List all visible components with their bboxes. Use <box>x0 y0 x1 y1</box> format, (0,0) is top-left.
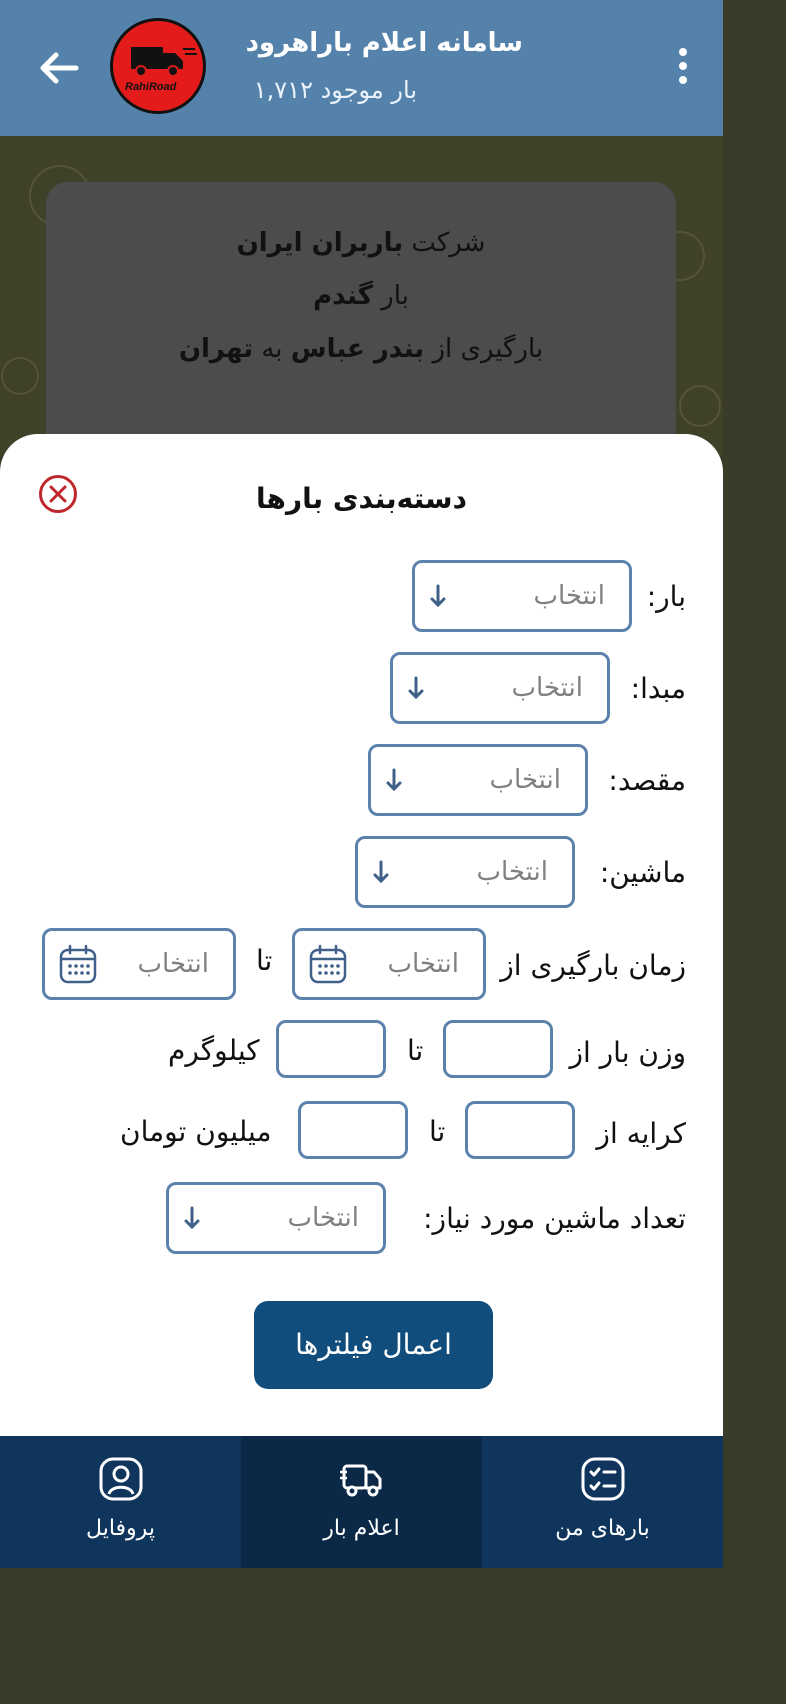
arrow-down-icon <box>385 768 403 792</box>
destination-label: مقصد: <box>608 764 686 797</box>
weight-unit-label: کیلوگرم <box>168 1034 260 1067</box>
sheet-title: دسته‌بندی بارها <box>256 482 467 515</box>
destination-select[interactable] <box>368 744 588 816</box>
fare-from-label: کرایه از <box>596 1117 686 1150</box>
nav-item-my-cargo[interactable] <box>482 1436 723 1568</box>
weight-to-label: تا <box>407 1034 424 1067</box>
vehicle-count-select-value: انتخاب <box>287 1203 359 1233</box>
loading-date-to-value: انتخاب <box>137 949 209 979</box>
nav-label-my-cargo: بارهای من <box>555 1516 650 1541</box>
cargo-label: بار: <box>646 580 686 613</box>
message-cargo-line: بار گندم <box>313 281 409 311</box>
weight-from-input[interactable] <box>443 1020 553 1078</box>
vehicle-count-select[interactable] <box>166 1182 386 1254</box>
vehicle-label: ماشین: <box>599 856 686 889</box>
bottom-navigation <box>0 1436 723 1568</box>
fare-from-input[interactable] <box>465 1101 575 1159</box>
fare-to-label: تا <box>429 1115 446 1148</box>
loading-date-from[interactable] <box>292 928 486 1000</box>
nav-label-profile: پروفایل <box>86 1516 155 1541</box>
vehicle-count-label: تعداد ماشین مورد نیاز: <box>423 1202 686 1235</box>
weight-to-input[interactable] <box>276 1020 386 1078</box>
arrow-down-icon <box>183 1206 201 1230</box>
available-count: بار موجود ۱,۷۱۲ <box>253 76 417 104</box>
back-arrow-icon[interactable] <box>36 46 82 90</box>
destination-select-value: انتخاب <box>489 765 561 795</box>
cargo-select[interactable] <box>412 560 632 632</box>
loading-date-to[interactable] <box>42 928 236 1000</box>
loading-to-label: تا <box>256 944 273 977</box>
more-menu-icon[interactable] <box>673 48 693 90</box>
loading-time-label: زمان بارگیری از <box>500 949 686 982</box>
origin-select-value: انتخاب <box>511 673 583 703</box>
channel-title: سامانه اعلام باراهرود <box>245 28 523 58</box>
cargo-select-value: انتخاب <box>533 581 605 611</box>
nav-item-post-cargo[interactable] <box>241 1436 482 1568</box>
arrow-down-icon <box>407 676 425 700</box>
calendar-icon <box>309 944 347 984</box>
vehicle-select[interactable] <box>355 836 575 908</box>
channel-logo[interactable] <box>110 18 206 114</box>
profile-icon <box>98 1456 144 1502</box>
loading-date-from-value: انتخاب <box>387 949 459 979</box>
logo-text: RahiRoad <box>125 81 177 93</box>
vehicle-select-value: انتخاب <box>476 857 548 887</box>
fare-unit-label: میلیون تومان <box>120 1115 272 1148</box>
truck-icon <box>339 1456 385 1502</box>
origin-label: مبدا: <box>630 672 686 705</box>
fare-to-input[interactable] <box>298 1101 408 1159</box>
weight-from-label: وزن بار از <box>569 1036 686 1069</box>
arrow-down-icon <box>372 860 390 884</box>
checklist-icon <box>580 1456 626 1502</box>
calendar-icon <box>59 944 97 984</box>
message-route-line: بارگیری از بندر عباس به تهران <box>178 334 544 364</box>
filter-sheet <box>0 434 723 1444</box>
apply-filters-button[interactable]: اعمال فیلترها <box>254 1301 493 1389</box>
arrow-down-icon <box>429 584 447 608</box>
nav-item-profile[interactable] <box>0 1436 241 1568</box>
nav-label-post-cargo: اعلام بار <box>323 1516 400 1541</box>
message-company-line: شرکت باربران ایران <box>236 228 486 258</box>
app-header <box>0 0 723 136</box>
origin-select[interactable] <box>390 652 610 724</box>
